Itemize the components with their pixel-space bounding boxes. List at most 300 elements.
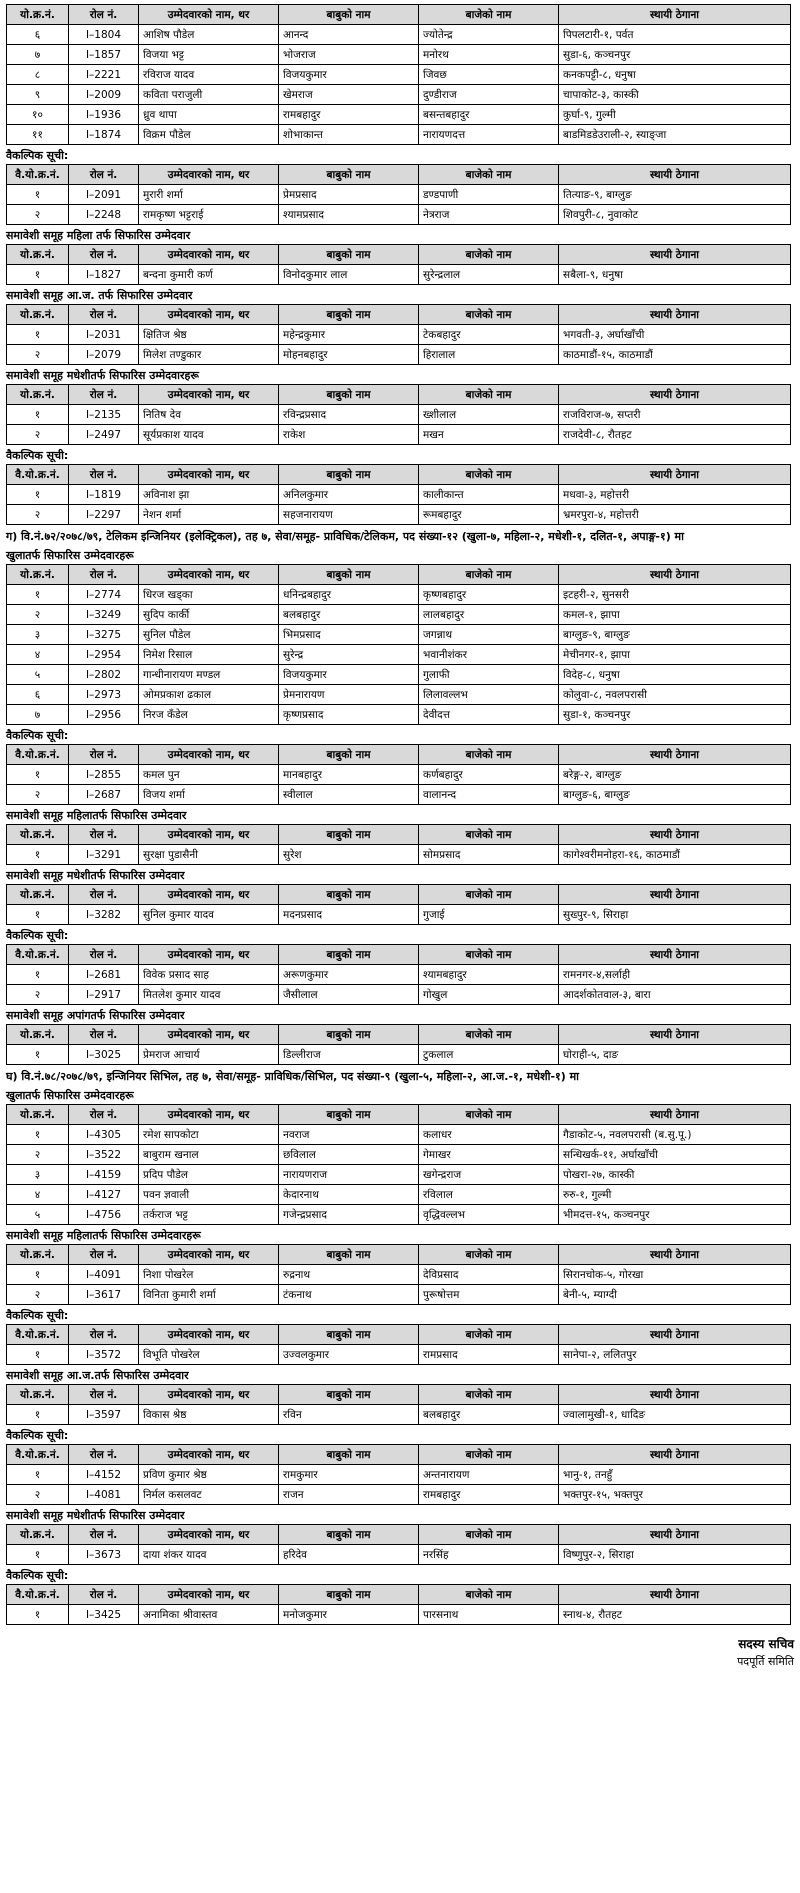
column-header: उम्मेदवारको नाम, थर [139, 1445, 279, 1465]
table-row [7, 185, 791, 205]
address-cell: रुरु-१, गुल्मी [559, 1185, 791, 1205]
section-heading: वैकल्पिक सूची: [6, 929, 69, 942]
column-header: स्थायी ठेगाना [559, 745, 791, 765]
serial-cell: १ [7, 1045, 69, 1065]
serial-cell: १ [7, 185, 69, 205]
column-header: बाबुको नाम [279, 245, 419, 265]
serial-cell: १ [7, 1465, 69, 1485]
roll-number-cell: I–3597 [69, 1405, 139, 1425]
candidate-name-cell: अनामिका श्रीवास्तव [139, 1605, 279, 1625]
table-row [7, 685, 791, 705]
father-name-cell: सुरेश [279, 845, 419, 865]
grandfather-name-cell: देविप्रसाद [419, 1265, 559, 1285]
table-row [7, 1125, 791, 1145]
column-header: उम्मेदवारको नाम, थर [139, 1525, 279, 1545]
serial-cell: २ [7, 605, 69, 625]
roll-number-cell: I–4091 [69, 1265, 139, 1285]
serial-cell: १ [7, 1545, 69, 1565]
candidate-name-cell: धिरज खड्का [139, 585, 279, 605]
address-cell: भक्तपुर-१५, भक्तपुर [559, 1485, 791, 1505]
address-cell: सबैला-९, धनुषा [559, 265, 791, 285]
grandfather-name-cell: गुलाफी [419, 665, 559, 685]
father-name-cell: कृष्णप्रसाद [279, 705, 419, 725]
roll-number-cell: I–2031 [69, 325, 139, 345]
serial-cell: ११ [7, 125, 69, 145]
table-row [7, 205, 791, 225]
serial-cell: १ [7, 325, 69, 345]
table-header-row [7, 745, 791, 765]
table-row [7, 65, 791, 85]
address-cell: सन्धिखर्क-११, अर्घाखाँची [559, 1145, 791, 1165]
father-name-cell: आनन्द [279, 25, 419, 45]
roll-number-cell: I–2009 [69, 85, 139, 105]
table-row [7, 1405, 791, 1425]
column-header: बाजेको नाम [419, 5, 559, 25]
candidate-name-cell: निरज कँडेल [139, 705, 279, 725]
father-name-cell: उज्वलकुमार [279, 1345, 419, 1365]
recommended-candidates-table [6, 304, 791, 365]
address-cell: बरेङ्ग-२, बाग्लुङ [559, 765, 791, 785]
table-row [7, 265, 791, 285]
table-row [7, 645, 791, 665]
table-row [7, 1185, 791, 1205]
column-header: यो.क्र.नं. [7, 825, 69, 845]
column-header: उम्मेदवारको नाम, थर [139, 245, 279, 265]
table-row [7, 125, 791, 145]
address-cell: शिवपुरी-८, नुवाकोट [559, 205, 791, 225]
section-heading: समावेशी समूह आ.ज.तर्फ सिफारिस उम्मेदवार [6, 1369, 189, 1382]
serial-cell: ५ [7, 665, 69, 685]
grandfather-name-cell: देवीदत्त [419, 705, 559, 725]
father-name-cell: विजयकुमार [279, 665, 419, 685]
address-cell: आदर्शकोतवाल-३, बारा [559, 985, 791, 1005]
section-heading: समावेशी समूह मधेशीतर्फ सिफारिस उम्मेदवार [6, 869, 185, 882]
roll-number-cell: I–1857 [69, 45, 139, 65]
serial-cell: २ [7, 425, 69, 445]
column-header: स्थायी ठेगाना [559, 1325, 791, 1345]
recommended-candidates-table [6, 244, 791, 285]
table-header-row [7, 1025, 791, 1045]
father-name-cell: डिल्लीराज [279, 1045, 419, 1065]
recommended-candidates-table [6, 4, 791, 145]
father-name-cell: प्रेमनारायण [279, 685, 419, 705]
table-row [7, 1285, 791, 1305]
serial-cell: ३ [7, 1165, 69, 1185]
table-header-row [7, 825, 791, 845]
column-header: बाबुको नाम [279, 825, 419, 845]
father-name-cell: रुद्रनाथ [279, 1265, 419, 1285]
column-header: उम्मेदवारको नाम, थर [139, 1385, 279, 1405]
candidate-name-cell: बन्दना कुमारी कर्ण [139, 265, 279, 285]
father-name-cell: रामकुमार [279, 1465, 419, 1485]
column-header: बाबुको नाम [279, 565, 419, 585]
column-header: स्थायी ठेगाना [559, 825, 791, 845]
serial-cell: १ [7, 1405, 69, 1425]
serial-cell: १ [7, 765, 69, 785]
table-header-row [7, 245, 791, 265]
column-header: उम्मेदवारको नाम, थर [139, 165, 279, 185]
serial-cell: २ [7, 1145, 69, 1165]
alternate-list-table [6, 1584, 791, 1625]
column-header: रोल नं. [69, 165, 139, 185]
father-name-cell: बलबहादुर [279, 605, 419, 625]
roll-number-cell: I–2297 [69, 505, 139, 525]
roll-number-cell: I–2248 [69, 205, 139, 225]
table-header-row [7, 1585, 791, 1605]
candidate-name-cell: प्रदिप पौडेल [139, 1165, 279, 1185]
address-cell: कागेश्वरीमनोहरा-१६, काठमाडौं [559, 845, 791, 865]
address-cell: भ्रमरपुरा-४, महोत्तरी [559, 505, 791, 525]
address-cell: काठमाडौं-१५, काठमाडौं [559, 345, 791, 365]
roll-number-cell: I–2802 [69, 665, 139, 685]
roll-number-cell: I–4305 [69, 1125, 139, 1145]
roll-number-cell: I–3617 [69, 1285, 139, 1305]
column-header: बाजेको नाम [419, 1585, 559, 1605]
roll-number-cell: I–3673 [69, 1545, 139, 1565]
address-cell: तित्याङ-९, बाग्लुङ [559, 185, 791, 205]
table-row [7, 1545, 791, 1565]
column-header: उम्मेदवारको नाम, थर [139, 1325, 279, 1345]
address-cell: मधवा-३, महोत्तरी [559, 485, 791, 505]
column-header: बाजेको नाम [419, 1245, 559, 1265]
column-header: बाजेको नाम [419, 1385, 559, 1405]
column-header: स्थायी ठेगाना [559, 165, 791, 185]
candidate-name-cell: सुरक्षा पुडासैनी [139, 845, 279, 865]
table-row [7, 1345, 791, 1365]
table-header-row [7, 1445, 791, 1465]
section-heading: समावेशी समूह महिलातर्फ सिफारिस उम्मेदवार [6, 809, 187, 822]
serial-cell: १ [7, 585, 69, 605]
grandfather-name-cell: जिवछ [419, 65, 559, 85]
recommended-candidates-table [6, 824, 791, 865]
father-name-cell: केदारनाथ [279, 1185, 419, 1205]
table-row [7, 325, 791, 345]
serial-cell: २ [7, 785, 69, 805]
father-name-cell: विजयकुमार [279, 65, 419, 85]
candidate-name-cell: पवन ज्ञवाली [139, 1185, 279, 1205]
table-header-row [7, 1245, 791, 1265]
candidate-name-cell: मुरारी शर्मा [139, 185, 279, 205]
section-heading: समावेशी समूह मधेशीतर्फ सिफारिस उम्मेदवारहरू [6, 369, 199, 382]
notice-paragraph: ग) वि.नं.७२/२०७८/७९, टेलिकम इन्जिनियर (इलेक्ट्रिकल), तह ७, सेवा/समूह- प्राविधिक/टेलिकम, पद संख्या-१२ (खुला-७, महिला-२, मधेशी-१, दलित-१, अपाङ्ग-१) मा [6, 530, 684, 543]
column-header: बाबुको नाम [279, 1245, 419, 1265]
column-header: स्थायी ठेगाना [559, 945, 791, 965]
candidate-name-cell: नितिष देव [139, 405, 279, 425]
column-header: स्थायी ठेगाना [559, 1585, 791, 1605]
serial-cell: ८ [7, 65, 69, 85]
alternate-list-table [6, 1324, 791, 1365]
column-header: रोल नं. [69, 565, 139, 585]
column-header: स्थायी ठेगाना [559, 245, 791, 265]
roll-number-cell: I–2973 [69, 685, 139, 705]
section-heading: वैकल्पिक सूची: [6, 149, 69, 162]
column-header: बाजेको नाम [419, 1525, 559, 1545]
column-header: बाजेको नाम [419, 565, 559, 585]
roll-number-cell: I–2079 [69, 345, 139, 365]
column-header: यो.क्र.नं. [7, 885, 69, 905]
candidate-name-cell: मितलेश कुमार यादव [139, 985, 279, 1005]
serial-cell: १ [7, 1345, 69, 1365]
column-header: बाजेको नाम [419, 1105, 559, 1125]
candidate-name-cell: सूर्यप्रकाश यादव [139, 425, 279, 445]
candidate-name-cell: सुदिप कार्की [139, 605, 279, 625]
candidate-name-cell: प्रविण कुमार श्रेष्ठ [139, 1465, 279, 1485]
column-header: वै.यो.क्र.नं. [7, 1445, 69, 1465]
column-header: उम्मेदवारको नाम, थर [139, 945, 279, 965]
grandfather-name-cell: कर्णबहादुर [419, 765, 559, 785]
column-header: बाबुको नाम [279, 945, 419, 965]
column-header: वै.यो.क्र.नं. [7, 745, 69, 765]
table-row [7, 905, 791, 925]
candidate-name-cell: सुनिल कुमार यादव [139, 905, 279, 925]
father-name-cell: जैसीलाल [279, 985, 419, 1005]
roll-number-cell: I–2855 [69, 765, 139, 785]
candidate-name-cell: कविता पराजुली [139, 85, 279, 105]
grandfather-name-cell: नरसिंह [419, 1545, 559, 1565]
grandfather-name-cell: लालबहादुर [419, 605, 559, 625]
candidate-name-cell: विजय शर्मा [139, 785, 279, 805]
father-name-cell: सुरेन्द्र [279, 645, 419, 665]
father-name-cell: नारायणराज [279, 1165, 419, 1185]
grandfather-name-cell: ज्योतेन्द्र [419, 25, 559, 45]
alternate-list-table [6, 944, 791, 1005]
roll-number-cell: I–1819 [69, 485, 139, 505]
section-heading: समावेशी समूह मधेशीतर्फ सिफारिस उम्मेदवार [6, 1509, 185, 1522]
column-header: बाबुको नाम [279, 1525, 419, 1545]
address-cell: घोराही-५, दाङ [559, 1045, 791, 1065]
father-name-cell: भिमप्रसाद [279, 625, 419, 645]
candidate-name-cell: गान्धीनारायण मण्डल [139, 665, 279, 685]
candidate-name-cell: कमल पुन [139, 765, 279, 785]
grandfather-name-cell: अन्तनारायण [419, 1465, 559, 1485]
roll-number-cell: I–2774 [69, 585, 139, 605]
table-header-row [7, 885, 791, 905]
column-header: बाजेको नाम [419, 165, 559, 185]
alternate-list-table [6, 1444, 791, 1505]
grandfather-name-cell: नेत्रराज [419, 205, 559, 225]
candidate-name-cell: निर्मल कसलवट [139, 1485, 279, 1505]
column-header: रोल नं. [69, 1325, 139, 1345]
address-cell: सानेपा-२, ललितपुर [559, 1345, 791, 1365]
column-header: रोल नं. [69, 465, 139, 485]
address-cell: स्नाथ-४, रौतहट [559, 1605, 791, 1625]
roll-number-cell: I–3522 [69, 1145, 139, 1165]
father-name-cell: शोभाकान्त [279, 125, 419, 145]
address-cell: ज्वालामुखी-१, धादिङ [559, 1405, 791, 1425]
serial-cell: ७ [7, 45, 69, 65]
column-header: उम्मेदवारको नाम, थर [139, 885, 279, 905]
table-row [7, 1045, 791, 1065]
address-cell: सुख्पुर-९, सिराहा [559, 905, 791, 925]
column-header: बाबुको नाम [279, 1325, 419, 1345]
column-header: स्थायी ठेगाना [559, 465, 791, 485]
column-header: उम्मेदवारको नाम, थर [139, 305, 279, 325]
column-header: रोल नं. [69, 1025, 139, 1045]
column-header: यो.क्र.नं. [7, 5, 69, 25]
father-name-cell: अनिलकुमार [279, 485, 419, 505]
column-header: स्थायी ठेगाना [559, 1245, 791, 1265]
table-row [7, 665, 791, 685]
serial-cell: ३ [7, 625, 69, 645]
serial-cell: १ [7, 1265, 69, 1285]
table-row [7, 985, 791, 1005]
candidate-name-cell: रमेश सापकोटा [139, 1125, 279, 1145]
table-row [7, 1265, 791, 1285]
recommended-candidates-table [6, 1524, 791, 1565]
table-row [7, 705, 791, 725]
father-name-cell: राजन [279, 1485, 419, 1505]
grandfather-name-cell: डण्डपाणी [419, 185, 559, 205]
grandfather-name-cell: वृद्धिवल्लभ [419, 1205, 559, 1225]
serial-cell: ५ [7, 1205, 69, 1225]
father-name-cell: गजेन्द्रप्रसाद [279, 1205, 419, 1225]
grandfather-name-cell: कलाधर [419, 1125, 559, 1145]
candidate-name-cell: दाया शंकर यादव [139, 1545, 279, 1565]
father-name-cell: खेमराज [279, 85, 419, 105]
column-header: रोल नं. [69, 1445, 139, 1465]
address-cell: बाग्लुङ-९, बाग्लुङ [559, 625, 791, 645]
column-header: उम्मेदवारको नाम, थर [139, 5, 279, 25]
roll-number-cell: I–4081 [69, 1485, 139, 1505]
address-cell: रामनगर-४,सर्लाही [559, 965, 791, 985]
column-header: बाबुको नाम [279, 165, 419, 185]
column-header: वै.यो.क्र.नं. [7, 1325, 69, 1345]
serial-cell: १ [7, 965, 69, 985]
signature-subtitle: पदपूर्ति समिति [737, 1655, 794, 1668]
table-row [7, 485, 791, 505]
candidate-name-cell: क्षितिज श्रेष्ठ [139, 325, 279, 345]
column-header: बाजेको नाम [419, 1325, 559, 1345]
column-header: यो.क्र.नं. [7, 1245, 69, 1265]
table-header-row [7, 385, 791, 405]
roll-number-cell: I–3291 [69, 845, 139, 865]
table-row [7, 45, 791, 65]
column-header: रोल नं. [69, 1385, 139, 1405]
address-cell: बाग्लुङ-६, बाग्लुङ [559, 785, 791, 805]
column-header: बाजेको नाम [419, 825, 559, 845]
roll-number-cell: I–4152 [69, 1465, 139, 1485]
candidate-name-cell: प्रेमराज आचार्य [139, 1045, 279, 1065]
recommended-candidates-table [6, 1104, 791, 1225]
section-heading: समावेशी समूह महिला तर्फ सिफारिस उम्मेदवार [6, 229, 191, 242]
grandfather-name-cell: भवानीशंकर [419, 645, 559, 665]
table-row [7, 405, 791, 425]
column-header: उम्मेदवारको नाम, थर [139, 825, 279, 845]
serial-cell: १ [7, 845, 69, 865]
father-name-cell: नवराज [279, 1125, 419, 1145]
candidate-name-cell: ध्रुव थापा [139, 105, 279, 125]
section-heading: वैकल्पिक सूची: [6, 449, 69, 462]
grandfather-name-cell: मखन [419, 425, 559, 445]
address-cell: विष्णुपुर-२, सिराहा [559, 1545, 791, 1565]
serial-cell: १ [7, 1125, 69, 1145]
column-header: बाजेको नाम [419, 465, 559, 485]
father-name-cell: छविलाल [279, 1145, 419, 1165]
signature-title: सदस्य सचिव [738, 1637, 794, 1651]
roll-number-cell: I–2954 [69, 645, 139, 665]
signature-block [0, 1635, 800, 1671]
column-header: बाजेको नाम [419, 945, 559, 965]
candidate-name-cell: ओमप्रकाश ढकाल [139, 685, 279, 705]
column-header: बाजेको नाम [419, 385, 559, 405]
column-header: स्थायी ठेगाना [559, 385, 791, 405]
section-heading: समावेशी समूह आ.ज. तर्फ सिफारिस उम्मेदवार [6, 289, 193, 302]
column-header: रोल नं. [69, 5, 139, 25]
serial-cell: २ [7, 205, 69, 225]
grandfather-name-cell: मनोरथ [419, 45, 559, 65]
roll-number-cell: I–3249 [69, 605, 139, 625]
column-header: बाबुको नाम [279, 1025, 419, 1045]
column-header: रोल नं. [69, 245, 139, 265]
recommended-candidates-table [6, 1384, 791, 1425]
table-row [7, 345, 791, 365]
candidate-name-cell: विक्रम पौडेल [139, 125, 279, 145]
address-cell: पिपलटारी-१, पर्वत [559, 25, 791, 45]
grandfather-name-cell: ख्शीलाल [419, 405, 559, 425]
column-header: रोल नं. [69, 1105, 139, 1125]
column-header: यो.क्र.नं. [7, 1385, 69, 1405]
table-row [7, 965, 791, 985]
roll-number-cell: I–1827 [69, 265, 139, 285]
table-header-row [7, 1325, 791, 1345]
grandfather-name-cell: रूमबहादुर [419, 505, 559, 525]
column-header: बाबुको नाम [279, 5, 419, 25]
roll-number-cell: I–3572 [69, 1345, 139, 1365]
address-cell: कमल-१, झापा [559, 605, 791, 625]
grandfather-name-cell: श्यामबहादुर [419, 965, 559, 985]
candidate-name-cell: विकास श्रेष्ठ [139, 1405, 279, 1425]
section-heading: वैकल्पिक सूची: [6, 729, 69, 742]
serial-cell: ९ [7, 85, 69, 105]
father-name-cell: सहजनारायण [279, 505, 419, 525]
candidate-name-cell: विवेक प्रसाद साह [139, 965, 279, 985]
father-name-cell: धनिन्द्रबहादुर [279, 585, 419, 605]
roll-number-cell: I–2135 [69, 405, 139, 425]
column-header: बाबुको नाम [279, 1385, 419, 1405]
grandfather-name-cell: सुरेन्द्रलाल [419, 265, 559, 285]
section-heading: समावेशी समूह महिलातर्फ सिफारिस उम्मेदवारहरू [6, 1229, 201, 1242]
column-header: बाजेको नाम [419, 305, 559, 325]
address-cell: राजविराज-७, सप्तरी [559, 405, 791, 425]
serial-cell: २ [7, 505, 69, 525]
column-header: वै.यो.क्र.नं. [7, 1585, 69, 1605]
column-header: बाजेको नाम [419, 885, 559, 905]
roll-number-cell: I–1936 [69, 105, 139, 125]
table-row [7, 1145, 791, 1165]
father-name-cell: स्वीलाल [279, 785, 419, 805]
candidate-name-cell: आशिष पौडेल [139, 25, 279, 45]
roll-number-cell: I–4159 [69, 1165, 139, 1185]
table-header-row [7, 1385, 791, 1405]
roll-number-cell: I–2681 [69, 965, 139, 985]
grandfather-name-cell: गुजाई [419, 905, 559, 925]
candidate-name-cell: रामकृष्ण भट्टराई [139, 205, 279, 225]
column-header: बाबुको नाम [279, 1445, 419, 1465]
section-heading: वैकल्पिक सूची: [6, 1569, 69, 1582]
column-header: बाबुको नाम [279, 385, 419, 405]
grandfather-name-cell: गोखुल [419, 985, 559, 1005]
grandfather-name-cell: पारसनाथ [419, 1605, 559, 1625]
grandfather-name-cell: कालीकान्त [419, 485, 559, 505]
column-header: यो.क्र.नं. [7, 245, 69, 265]
column-header: रोल नं. [69, 1245, 139, 1265]
father-name-cell: रविन [279, 1405, 419, 1425]
column-header: रोल नं. [69, 385, 139, 405]
grandfather-name-cell: पुरूषोत्तम [419, 1285, 559, 1305]
roll-number-cell: I–2687 [69, 785, 139, 805]
candidate-name-cell: मिलेश तण्डुकार [139, 345, 279, 365]
address-cell: कुर्घा-९, गुल्मी [559, 105, 791, 125]
